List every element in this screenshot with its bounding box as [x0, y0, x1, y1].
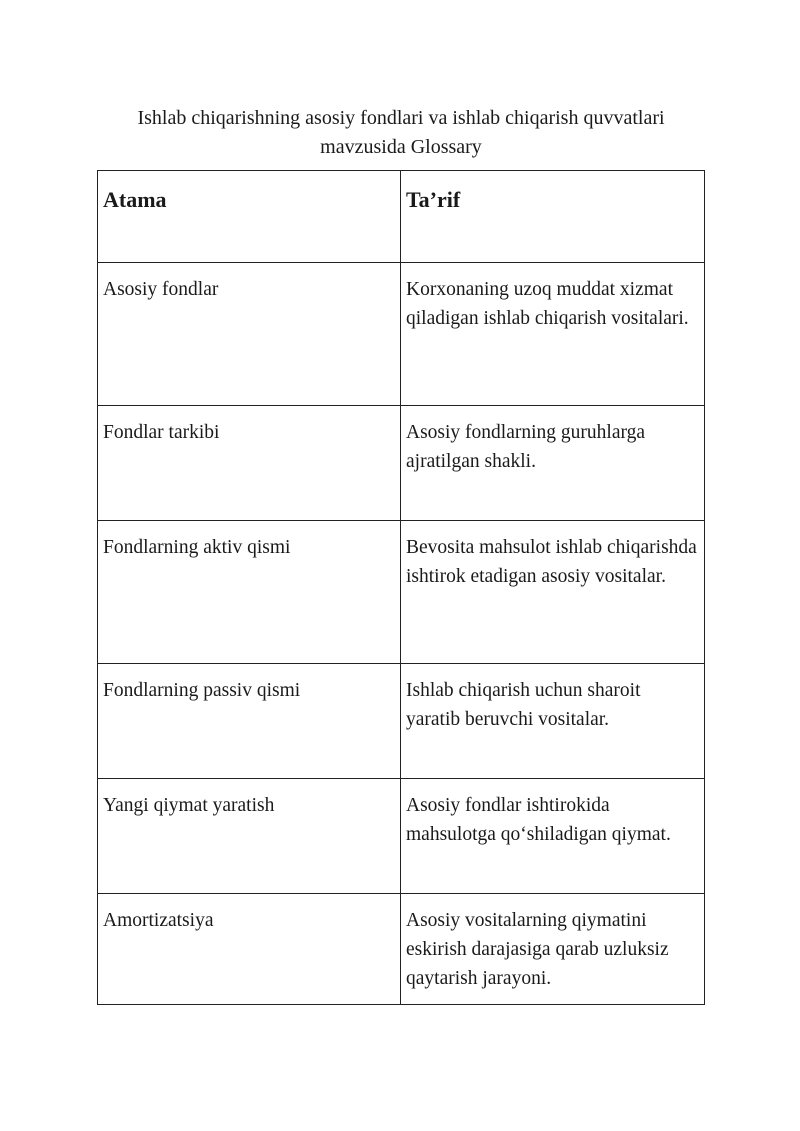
- table-row: [98, 263, 705, 406]
- table-row: [98, 521, 705, 664]
- term-cell: Asosiy fondlar: [98, 263, 401, 406]
- column-header-term: Atama: [98, 171, 401, 263]
- table-row: [98, 664, 705, 779]
- document-title: Ishlab chiqarishning asosiy fondlari va ishlab chiqarish quvvatlari mavzusida Glossary: [137, 107, 665, 158]
- table-row: [98, 779, 705, 894]
- table-header-row: [98, 171, 705, 263]
- definition-cell: Asosiy vositalarning qiymatini eskirish darajasiga qarab uzluksiz qaytarish jarayoni.: [401, 894, 705, 1005]
- definition-cell: Ishlab chiqarish uchun sharoit yaratib beruvchi vositalar.: [401, 664, 705, 779]
- term-cell: Amortizatsiya: [98, 894, 401, 1005]
- term-cell: Fondlarning passiv qismi: [98, 664, 401, 779]
- table-row: [98, 406, 705, 521]
- term-cell: Fondlarning aktiv qismi: [98, 521, 401, 664]
- definition-cell: Asosiy fondlar ishtirokida mahsulotga qo‘shiladigan qiymat.: [401, 779, 705, 894]
- definition-cell: Korxonaning uzoq muddat xizmat qiladigan ishlab chiqarish vositalari.: [401, 263, 705, 406]
- definition-cell: Bevosita mahsulot ishlab chiqarishda ishtirok etadigan asosiy vositalar.: [401, 521, 705, 664]
- term-cell: Yangi qiymat yaratish: [98, 779, 401, 894]
- term-cell: Fondlar tarkibi: [98, 406, 401, 521]
- column-header-definition: Ta’rif: [401, 171, 705, 263]
- definition-cell: Asosiy fondlarning guruhlarga ajratilgan shakli.: [401, 406, 705, 521]
- glossary-table: [97, 170, 705, 1005]
- table-row: [98, 894, 705, 1005]
